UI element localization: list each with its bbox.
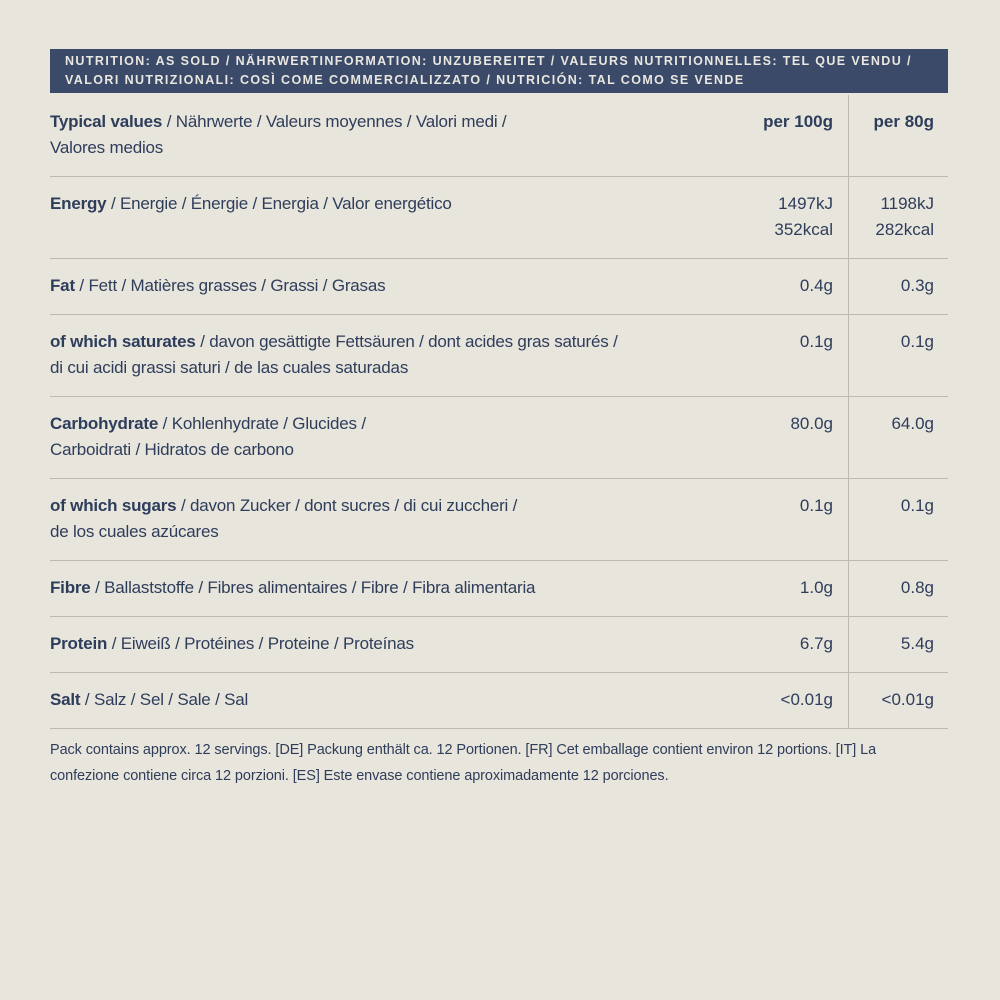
value-per-100g: 1.0g — [799, 578, 833, 597]
table-header-label-rest: / Nährwerte / Valeurs moyennes / Valori medi / — [162, 112, 507, 131]
value-per-100g: <0.01g — [780, 690, 833, 709]
row-label — [50, 673, 733, 728]
row-label-bold: Salt — [50, 690, 81, 709]
value-per-100g: 0.4g — [799, 276, 833, 295]
row-label-bold: Protein — [50, 634, 108, 653]
row-label-bold: of which sugars — [50, 496, 177, 515]
value-per-100g: 1497kJ 352kcal — [774, 194, 833, 239]
row-label-line2: de los cuales azúcares — [50, 522, 219, 541]
table-row-protein — [50, 617, 948, 673]
value-per-100g: 80.0g — [790, 414, 833, 433]
row-label-bold: Fibre — [50, 578, 91, 597]
table-row-carbohydrate — [50, 397, 948, 479]
value-per-100g: 0.1g — [799, 496, 833, 515]
row-label-bold: of which saturates — [50, 332, 196, 351]
value-per-80g: 0.1g — [848, 479, 948, 560]
table-header-label — [50, 95, 733, 176]
value-per-80g: 1198kJ 282kcal — [848, 177, 948, 258]
value-per-100g: 6.7g — [799, 634, 833, 653]
value-per-80g: 0.8g — [848, 561, 948, 616]
row-label-rest: / Kohlenhydrate / Glucides / — [158, 414, 366, 433]
row-label — [50, 617, 733, 672]
row-label-rest: / Salz / Sel / Sale / Sal — [80, 690, 249, 709]
table-row-energy — [50, 177, 948, 259]
value-per-80g: <0.01g — [848, 673, 948, 728]
value-per-80g: 64.0g — [848, 397, 948, 478]
column-header-per-100g: per 100g — [763, 112, 833, 131]
row-label-rest: / Fett / Matières grasses / Grassi / Grasas — [74, 276, 386, 295]
row-label — [50, 561, 733, 616]
nutrition-header-bar — [50, 49, 948, 93]
servings-note: Pack contains approx. 12 servings. [DE] Packung enthält ca. 12 Portionen. [FR] Cet emballage contient environ 12 portions. [IT] La confezione contiene circa 12 porzioni. [ES] Este envase contiene aproximadamente 12 porciones. — [50, 742, 877, 784]
row-label-line2: Carboidrati / Hidratos de carbono — [50, 440, 294, 459]
value-per-80g: 0.3g — [848, 259, 948, 314]
row-label — [50, 315, 733, 396]
column-header-per-80g: per 80g — [848, 95, 948, 176]
row-label — [50, 177, 733, 258]
row-label-rest: / Eiweiß / Protéines / Proteine / Proteínas — [107, 634, 414, 653]
value-per-80g: 0.1g — [848, 315, 948, 396]
row-label-rest: / Ballaststoffe / Fibres alimentaires / Fibre / Fibra alimentaria — [90, 578, 536, 597]
table-header-label-line2: Valores medios — [50, 138, 164, 157]
row-label — [50, 397, 733, 478]
table-row-saturates — [50, 315, 948, 397]
table-row-fat — [50, 259, 948, 315]
row-label — [50, 259, 733, 314]
row-label — [50, 479, 733, 560]
value-per-80g: 5.4g — [848, 617, 948, 672]
table-row-fibre — [50, 561, 948, 617]
table-header-label-bold: Typical values — [50, 112, 163, 131]
nutrition-table — [50, 95, 948, 729]
row-label-rest: / davon gesättigte Fettsäuren / dont acides gras saturés / — [195, 332, 618, 351]
nutrition-header-text: NUTRITION: AS SOLD / NÄHRWERTINFORMATION: UNZUBEREITET / VALEURS NUTRITIONNELLES: TEL QUE VENDU / VALORI NUTRIZIONALI: COSÌ COME COMMERCIALIZZATO / NUTRICIÓN: TAL COMO SE VENDE — [65, 54, 912, 87]
value-per-100g: 0.1g — [799, 332, 833, 351]
row-label-bold: Energy — [50, 194, 107, 213]
row-label-rest: / davon Zucker / dont sucres / di cui zuccheri / — [176, 496, 518, 515]
row-label-bold: Fat — [50, 276, 75, 295]
row-label-line2: di cui acidi grassi saturi / de las cuales saturadas — [50, 358, 409, 377]
table-row-salt — [50, 673, 948, 729]
row-label-bold: Carbohydrate — [50, 414, 159, 433]
row-label-rest: / Energie / Énergie / Energia / Valor energético — [106, 194, 452, 213]
table-row-sugars — [50, 479, 948, 561]
table-header-row — [50, 95, 948, 177]
